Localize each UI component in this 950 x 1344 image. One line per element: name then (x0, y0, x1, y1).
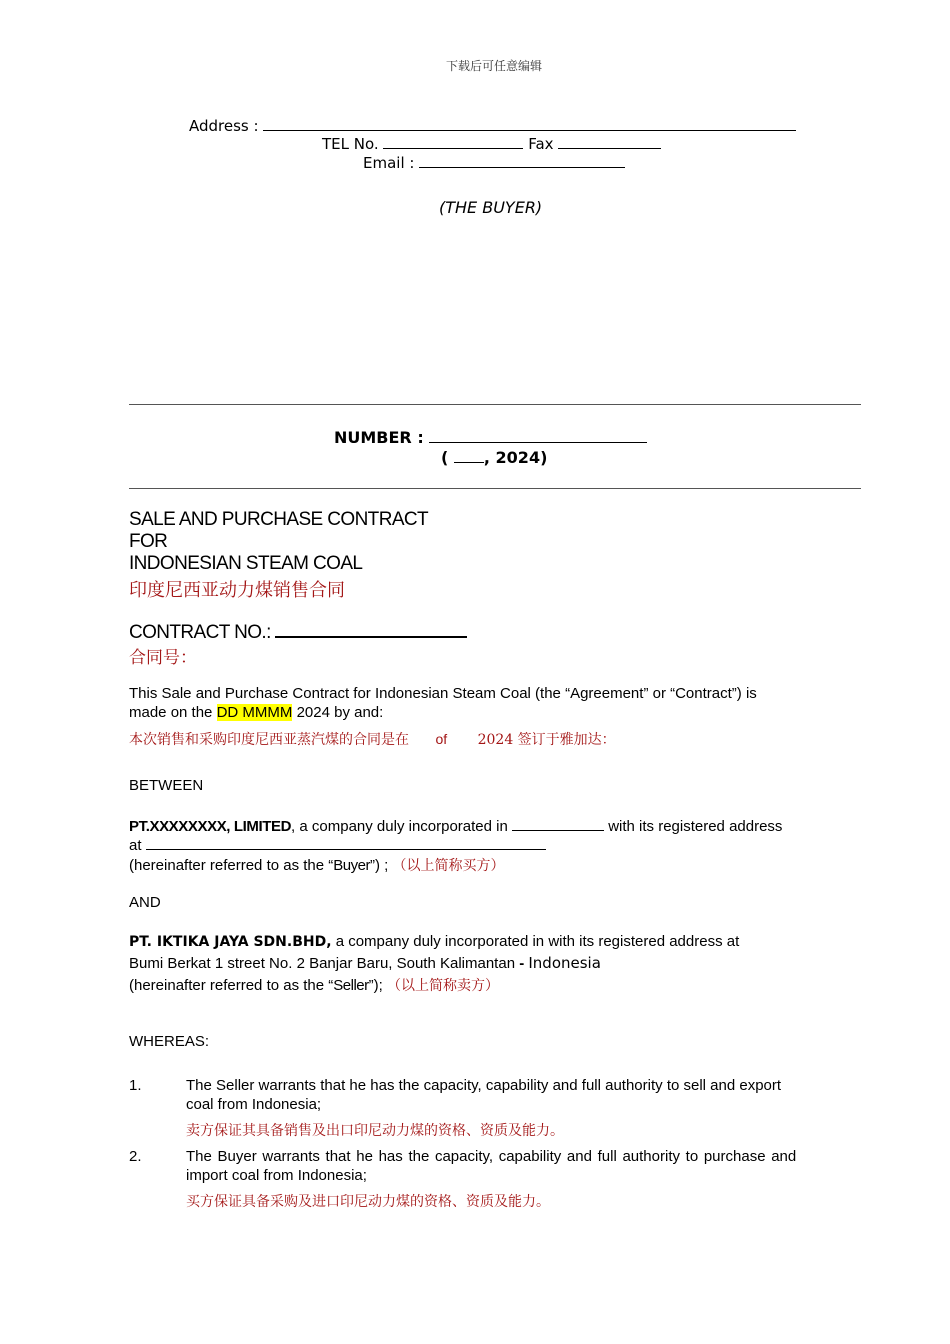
whereas-1-cn: 卖方保证其具备销售及出口印尼动力煤的资格、资质及能力。 (186, 1123, 564, 1139)
address-line (189, 116, 796, 135)
whereas-num-2: 2. (129, 1148, 142, 1165)
seller-name: PT. IKTIKA JAYA SDN.BHD, (129, 934, 332, 950)
email-line (363, 153, 625, 172)
buyer-at: at (129, 837, 142, 854)
buyer-ref-cn: （以上简称买方） (392, 858, 505, 874)
buyer-ref-pre: (hereinafter referred to as the “ (129, 857, 334, 874)
whereas-num-1: 1. (129, 1077, 142, 1094)
title-line-1: SALE AND PURCHASE CONTRACT (129, 509, 429, 530)
intro-line-2 (129, 704, 383, 721)
buyer-name: PT.XXXXXXXX, LIMITED (129, 818, 292, 835)
intro-line-1: This Sale and Purchase Contract for Indonesian Steam Coal (the “Agreement” or “Contract”) is (129, 685, 757, 702)
fax-blank[interactable] (558, 134, 661, 149)
buyer-ref-post: ”) ; (369, 857, 389, 874)
seller-party-line-2 (129, 954, 601, 972)
buyer-address-blank[interactable] (146, 835, 546, 850)
seller-party-line-1 (129, 933, 739, 950)
address-blank[interactable] (263, 116, 796, 131)
intro-cn-of: of (435, 731, 448, 747)
whereas-heading: WHEREAS: (129, 1033, 210, 1050)
incorporation-blank[interactable] (512, 816, 604, 831)
and-label: AND (129, 894, 161, 911)
buyer-party-line-1 (129, 816, 782, 835)
date-blank[interactable] (454, 447, 484, 463)
seller-ref-cn: （以上简称卖方） (386, 978, 499, 994)
title-line-2: FOR (129, 531, 168, 552)
whereas-1-line-1: The Seller warrants that he has the capacity, capability and full authority to sell and export (186, 1077, 782, 1094)
title-line-3: INDONESIAN STEAM COAL (129, 553, 363, 574)
number-label: NUMBER : (334, 428, 424, 447)
intro-cn-b: 2024 签订于雅加达： (477, 732, 616, 748)
tel-blank[interactable] (383, 134, 523, 149)
intro-cn (129, 729, 616, 749)
email-label: Email : (363, 154, 415, 172)
divider-top (129, 404, 861, 405)
contract-no-blank[interactable] (275, 620, 467, 638)
tel-fax-line (322, 134, 661, 153)
seller-ref-post: ”); (368, 977, 383, 994)
buyer-party-ref (129, 855, 504, 875)
seller-text-1: a company duly incorporated in with its registered address at (331, 933, 740, 950)
buyer-text-2: with its registered address (608, 818, 783, 835)
email-blank[interactable] (419, 153, 625, 168)
buyer-caption: (THE BUYER) (439, 198, 543, 217)
whereas-2-line-2: import coal from Indonesia; (186, 1167, 367, 1184)
contract-no-cn: 合同号： (129, 648, 197, 668)
date-close: , 2024) (483, 448, 548, 467)
date-placeholder: DD MMMM (216, 704, 293, 721)
seller-party-ref (129, 975, 499, 995)
tel-label: TEL No. (322, 135, 379, 153)
number-blank[interactable] (429, 427, 647, 443)
contract-no-label: CONTRACT NO.: (129, 622, 271, 643)
intro-made-on: made on the (129, 704, 213, 721)
fax-label: Fax (528, 135, 554, 153)
seller-ref-pre: (hereinafter referred to as the “ (129, 977, 334, 994)
whereas-2-line-1: The Buyer warrants that he has the capacity, capability and full authority to purchase and (186, 1148, 797, 1165)
buyer-ref-term: Buyer (333, 857, 370, 874)
buyer-text-1: , a company duly incorporated in (291, 818, 508, 835)
date-open: ( (441, 448, 449, 467)
divider-bottom (129, 488, 861, 489)
seller-address: Bumi Berkat 1 street No. 2 Banjar Baru, South Kalimantan (129, 955, 516, 972)
seller-ref-term: Seller (333, 977, 369, 994)
number-date-line (441, 447, 547, 467)
whereas-1-line-2: coal from Indonesia; (186, 1096, 322, 1113)
header-note: 下载后可任意编辑 (446, 59, 543, 73)
seller-dash: - (519, 955, 525, 972)
number-line (334, 427, 647, 447)
buyer-party-line-2 (129, 835, 546, 854)
whereas-2-cn: 买方保证具备采购及进口印尼动力煤的资格、资质及能力。 (186, 1194, 550, 1210)
between-label: BETWEEN (129, 777, 204, 794)
intro-cn-a: 本次销售和采购印度尼西亚蒸汽煤的合同是在 (129, 732, 409, 748)
address-label: Address : (189, 117, 259, 135)
contract-no-line (129, 620, 467, 644)
seller-country: Indonesia (528, 954, 601, 972)
intro-by-and: 2024 by and: (296, 704, 384, 721)
title-cn: 印度尼西亚动力煤销售合同 (129, 580, 345, 601)
